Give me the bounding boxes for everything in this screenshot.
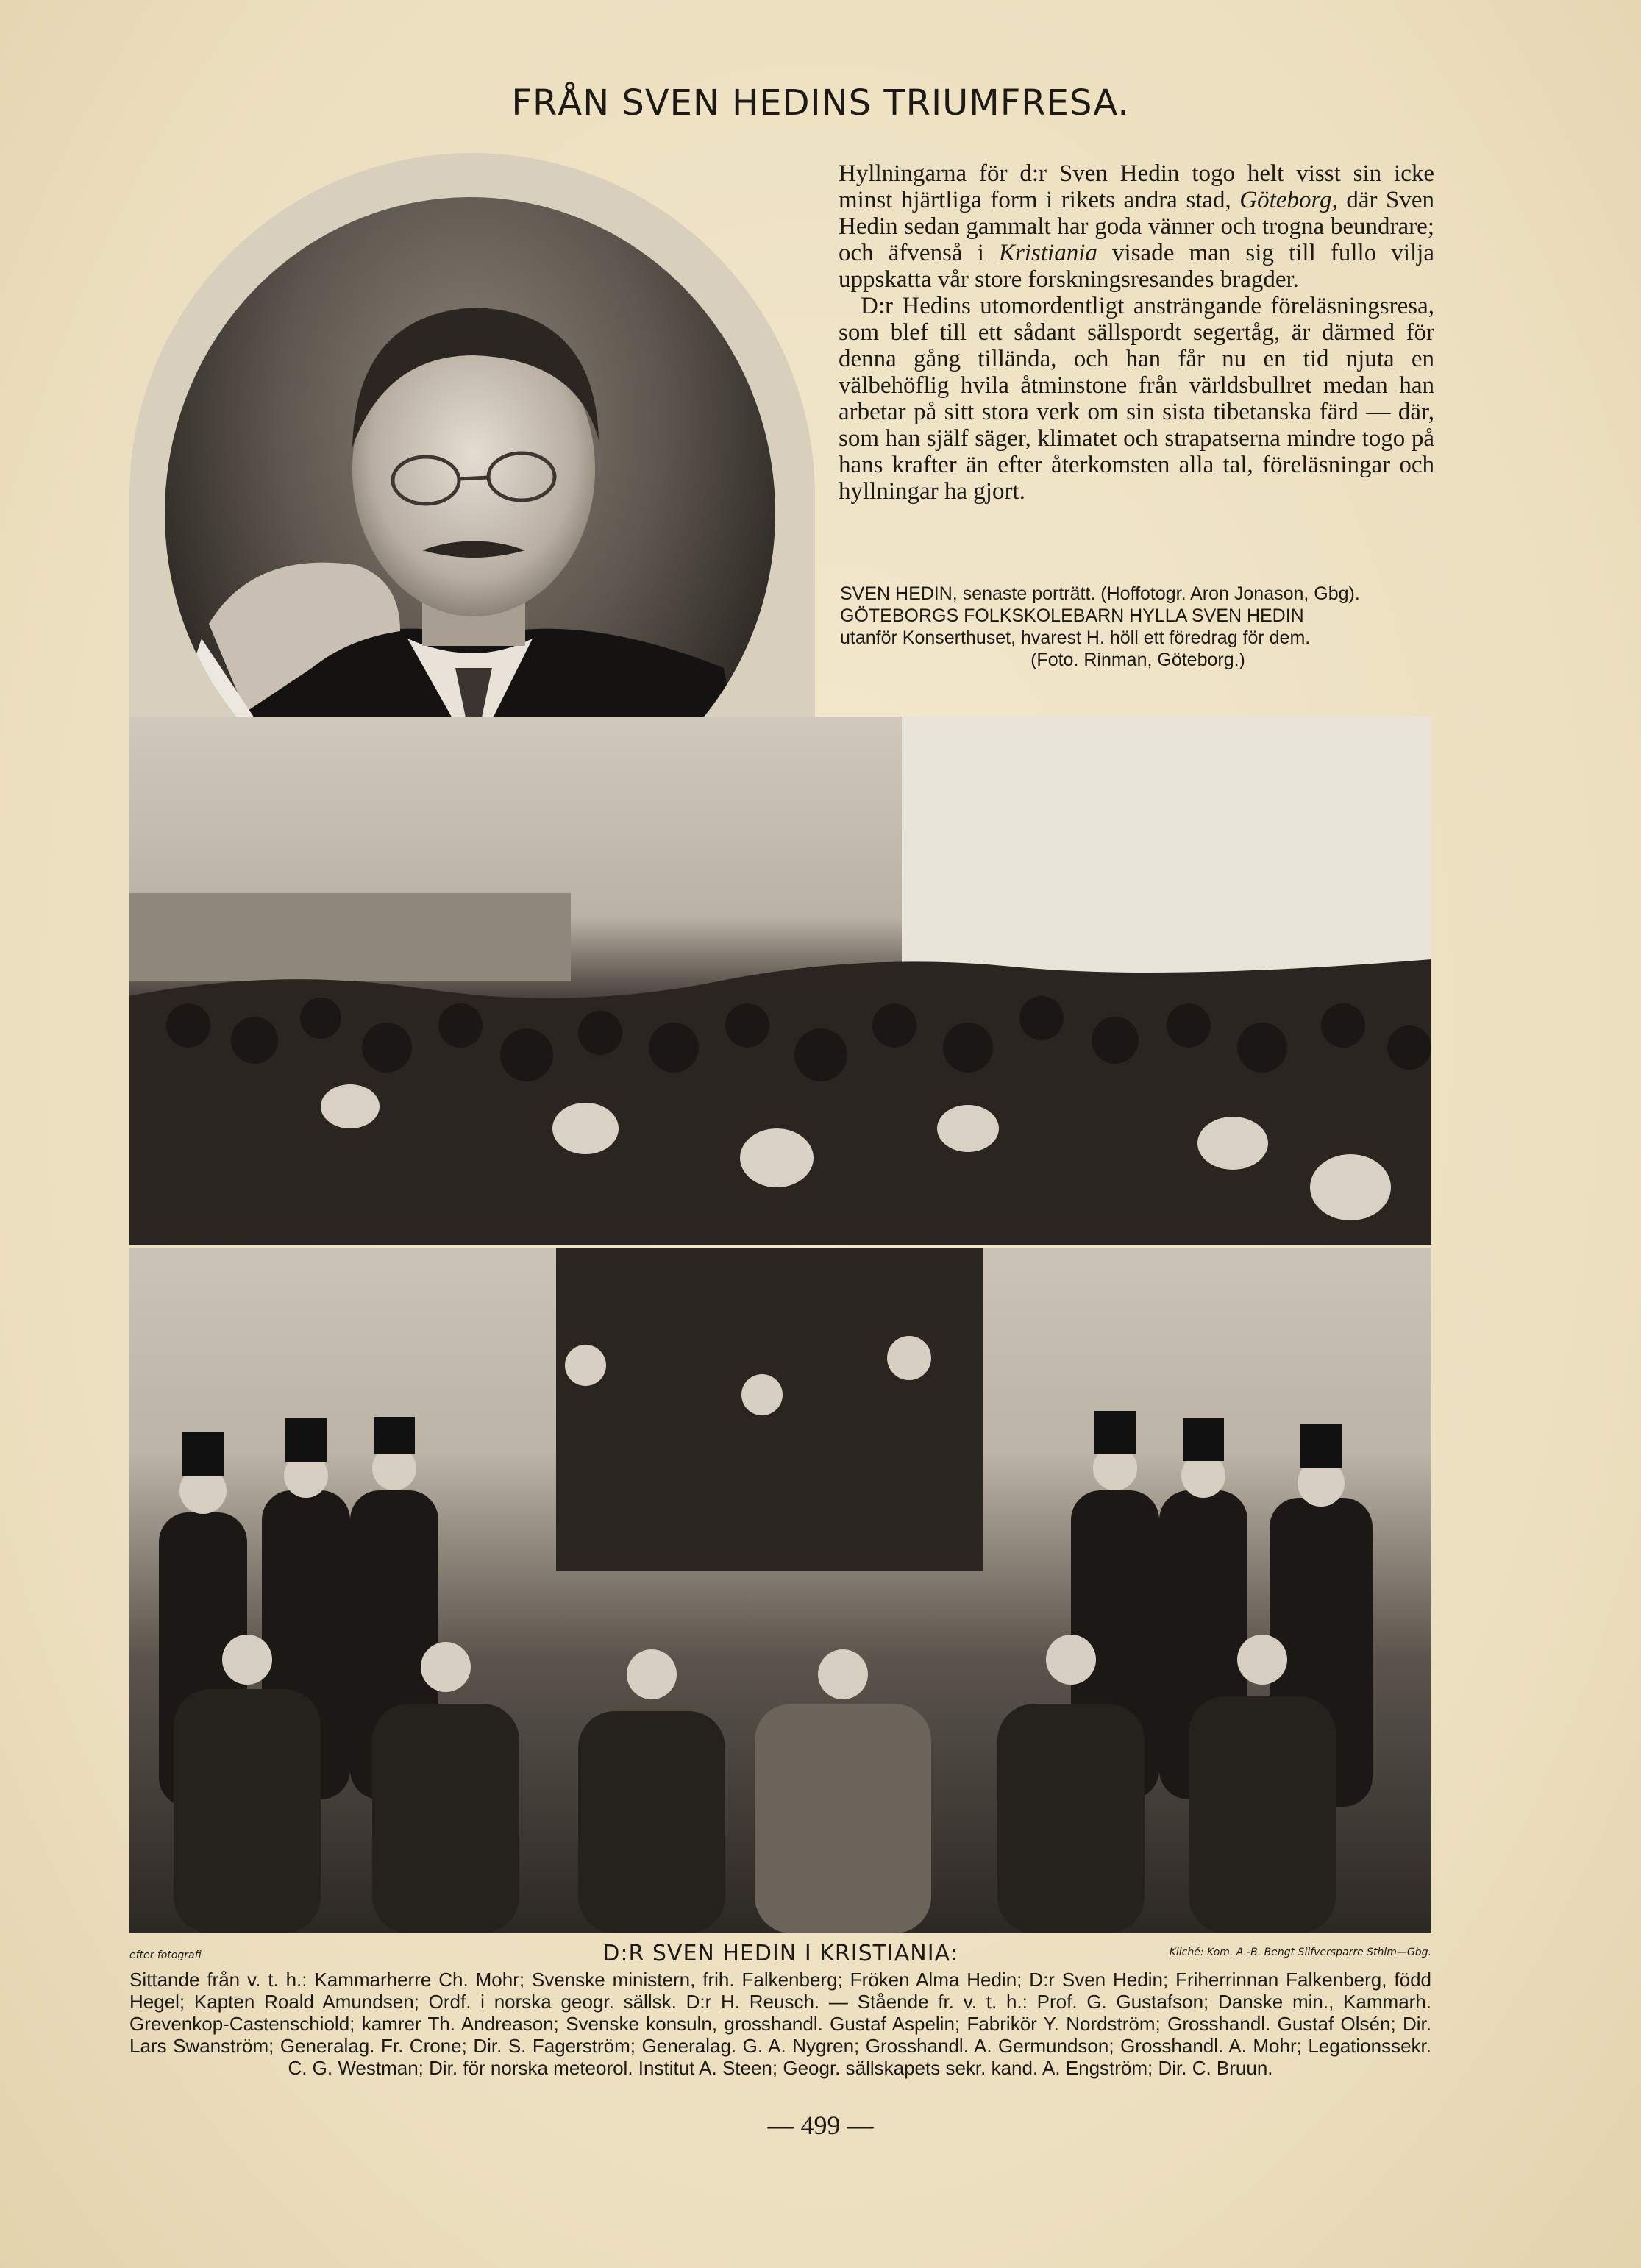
group-caption-title: D:R SVEN HEDIN I KRISTIANIA: [602, 1941, 958, 1966]
intro-paragraph-1 [839, 160, 1434, 293]
group-figures [129, 1248, 1431, 1933]
group-caption-text: Sittande från v. t. h.: Kammarherre Ch. Mohr; Svenske ministern, frih. Falkenberg; Fröken Alma Hedin; D:r Sven Hedin; Friherrinnan Falkenberg, född Hegel; Kapten Roald Amundsen; Ordf. i norska geogr. sällsk. D:r H. Reusch. — Stående fr. v. t. h.: Prof. G. Gustafson; Danske min., Kammarh. Grevenkop-Castenschiold; kamrer Th. Andreason; Svenske konsuln, grosshandl. Gustaf Aspelin; Fabrikör Y. Nordström; Grosshandl. Gustaf Olsén; Dir. Lars Swanström; Generalag. Fr. Crone; Dir. S. Fagerström; Generalag. G. A. Nygren; Grosshandl. A. Germundson; Grosshandl. A. Mohr; Legationssekr. C. G. Westman; Dir. för norska meteorol. Institut A. Steen; Geogr. sällskapets sekr. kand. A. Engström; Dir. C. Bruun. [129, 1969, 1431, 2079]
page-number: — 499 — [767, 2111, 874, 2140]
page-title: FRÅN SVEN HEDINS TRIUMFRESA. [511, 82, 1130, 124]
crowd-caption-title: GÖTEBORGS FOLKSKOLEBARN HYLLA SVEN HEDIN [840, 605, 1304, 626]
intro-p1-middle: där Sven Hedin sedan gammalt har goda vänner och trogna beundrare; och äfvenså i [839, 187, 1435, 266]
crowd-caption-text: utanför Konserthuset, hvarest H. höll ett föredrag för dem. [840, 628, 1311, 648]
crowd-photo-goteborg [129, 717, 1431, 1245]
intro-city-goteborg: Göteborg, [1239, 187, 1338, 213]
intro-p1-start: Hyllningarna för d:r Sven Hedin togo helt visst sin icke minst hjärtliga form i rikets andra stad, [839, 160, 1434, 213]
group-photo-credit-right: Kliché: Kom. A.-B. Bengt Silfversparre Sthlm—Gbg. [1169, 1947, 1431, 1958]
crowd-caption-credit: (Foto. Rinman, Göteborg.) [1030, 650, 1245, 670]
intro-city-kristiania: Kristiania [999, 240, 1097, 266]
group-caption-header [129, 1941, 1431, 1967]
crowd-figures [129, 717, 1431, 1245]
group-photo-credit-left: efter fotografi [129, 1949, 202, 1961]
intro-text [839, 160, 1434, 505]
group-photo-kristiania [129, 1248, 1431, 1933]
portrait-caption: SVEN HEDIN, senaste porträtt. (Hoffotogr. Aron Jonason, Gbg). [840, 583, 1360, 604]
intro-paragraph-2: D:r Hedins utomordentligt ansträngande föreläsningsresa, som blef till ett sådant sällspordt segertåg, är därmed för denna gång tillända, och han får nu en tid njuta en välbehöflig hvila åtminstone från världsbullret medan han arbetar på sitt stora verk om sin sista tibetanska färd — där, som han själf säger, klimatet och strapatserna mindre togo på hans krafter än efter återkomsten alla tal, föreläsningar och hyllningar ha gjort. [839, 293, 1434, 505]
photo-captions-top [840, 583, 1436, 671]
intro-p1-end: visade man sig till fullo vilja uppskatta vår store forskningsresandes bragder. [839, 240, 1435, 293]
